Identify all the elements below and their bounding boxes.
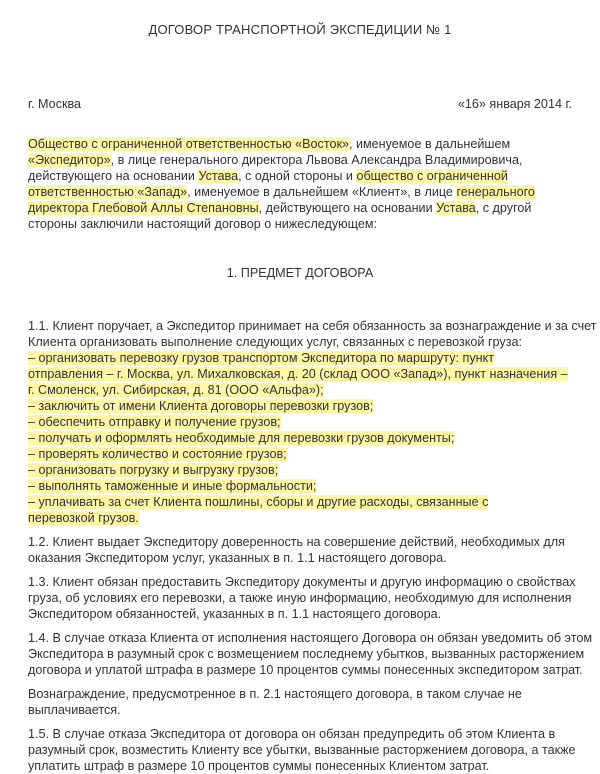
preamble-line bbox=[28, 184, 572, 200]
clause-line: разумный срок, возместить Клиенту все убытки, вызванные расторжением договора, а также bbox=[28, 743, 576, 757]
highlight: общество с ограниченной bbox=[356, 169, 508, 183]
highlight: Устава bbox=[436, 201, 476, 215]
clause-line: оказания Экспедитором услуг, указанных в п. 1.1 настоящего договора. bbox=[28, 551, 447, 565]
clause-1-3 bbox=[28, 574, 576, 622]
clause-line: договора и уплатой штрафа в размере 10 процентов суммы понесенных экспедитором затрат. bbox=[28, 663, 583, 677]
city: г. Москва bbox=[28, 97, 82, 111]
highlight: «Экспедитор» bbox=[28, 153, 111, 167]
text: действующего на основании bbox=[28, 169, 199, 183]
clause-line bbox=[28, 462, 572, 478]
highlight: – уплачивать за счет Клиента пошлины, сборы и другие расходы, связанные с bbox=[28, 495, 489, 509]
clause-line: 1.5. В случае отказа Экспедитора от договора он обязан предупредить об этом Клиента в bbox=[28, 727, 556, 741]
preamble-line: стороны заключили настоящий договор о нижеследующем: bbox=[28, 217, 377, 231]
clause-line bbox=[28, 382, 572, 398]
preamble-line bbox=[28, 152, 572, 168]
clause-line bbox=[28, 350, 572, 366]
clause-1-1 bbox=[28, 318, 597, 526]
highlight: директора Глебовой Аллы Степановны bbox=[28, 201, 259, 215]
clause-line bbox=[28, 398, 572, 414]
highlight: отправления – г. Москва, ул. Михалковская, д. 20 (склад ООО «Запад»), пункт назначения – bbox=[28, 367, 568, 381]
section-title: 1. ПРЕДМЕТ ДОГОВОРА bbox=[226, 266, 374, 280]
text: , именуемое в дальнейшем «Клиент», в лице bbox=[187, 185, 457, 199]
clause-line: 1.4. В случае отказа Клиента от исполнения настоящего Договора он обязан уведомить об этом bbox=[28, 631, 592, 645]
highlight: генерального bbox=[456, 185, 535, 199]
clause-line bbox=[28, 446, 572, 462]
reward-paragraph bbox=[28, 686, 572, 718]
highlight: ответственностью «Запад» bbox=[28, 185, 188, 199]
clause-line bbox=[28, 478, 572, 494]
clause-line: 1.2. Клиент выдает Экспедитору доверенность на совершение действий, необходимых для bbox=[28, 535, 565, 549]
clause-line: Экспедитором обязанностей, указанных в п. 1.1 настоящего договора. bbox=[28, 607, 442, 621]
highlight: – организовать перевозку грузов транспортом Экспедитора по маршруту: пункт bbox=[28, 351, 494, 365]
clause-line: Экспедитора в разумный срок с возмещением последнему убытков, вызванных расторжением bbox=[28, 647, 585, 661]
clause-1-5 bbox=[28, 726, 576, 774]
clause-line bbox=[28, 430, 572, 446]
text: , с одной стороны и bbox=[238, 169, 357, 183]
clause-1-2 bbox=[28, 534, 572, 566]
text: , действующего на основании bbox=[258, 201, 437, 215]
place-date-line bbox=[28, 96, 572, 112]
clause-line: груза, об условиях его перевозки, а также иную информацию, необходимую для исполнения bbox=[28, 591, 572, 605]
clause-line: Клиента организовать выполнение следующих услуг, связанных с перевозкой груза: bbox=[28, 335, 522, 349]
highlight: – выполнять таможенные и иные формальности; bbox=[28, 479, 317, 493]
highlight: – заключить от имени Клиента договоры перевозки грузов; bbox=[28, 399, 374, 413]
highlight: – организовать погрузку и выгрузку грузов; bbox=[28, 463, 279, 477]
clause-line: выплачивается. bbox=[28, 703, 121, 717]
text: , именуемое в дальнейшем bbox=[348, 137, 511, 151]
text: , в лице генерального директора Львова Александра Владимировича, bbox=[110, 153, 523, 167]
preamble-line bbox=[28, 168, 572, 184]
highlight: г. Смоленск, ул. Сибирская, д. 81 (ООО «Альфа»); bbox=[28, 383, 324, 397]
highlight: – обеспечить отправку и получение грузов; bbox=[28, 415, 281, 429]
clause-line: уплатить штраф в размере 10 процентов суммы понесенных Клиентом затрат. bbox=[28, 759, 490, 773]
clause-line bbox=[28, 510, 572, 526]
clause-line: Вознаграждение, предусмотренное в п. 2.1 настоящего договора, в таком случае не bbox=[28, 687, 522, 701]
highlight: – получать и оформлять необходимые для перевозки грузов документы; bbox=[28, 431, 455, 445]
preamble-line bbox=[28, 200, 572, 216]
clause-line: 1.1. Клиент поручает, а Экспедитор принимает на себя обязанность за вознаграждение и за счет bbox=[28, 319, 597, 333]
text: , с другой bbox=[475, 201, 532, 215]
clause-1-4 bbox=[28, 630, 592, 678]
clause-line bbox=[28, 494, 572, 510]
clause-line bbox=[28, 366, 572, 382]
highlight: Устава bbox=[198, 169, 239, 183]
preamble-paragraph bbox=[28, 136, 572, 232]
clause-line bbox=[28, 414, 572, 430]
contract-date: «16» января 2014 г. bbox=[457, 97, 572, 111]
highlight: – проверять количество и состояние грузов; bbox=[28, 447, 287, 461]
document-title: ДОГОВОР ТРАНСПОРТНОЙ ЭКСПЕДИЦИИ № 1 bbox=[148, 22, 452, 37]
clause-line: 1.3. Клиент обязан предоставить Экспедитору документы и другую информацию о свойствах bbox=[28, 575, 576, 589]
highlight: перевозкой грузов. bbox=[28, 511, 139, 525]
preamble-line bbox=[28, 136, 572, 152]
highlight: Общество с ограниченной ответственностью «Восток» bbox=[28, 137, 349, 151]
